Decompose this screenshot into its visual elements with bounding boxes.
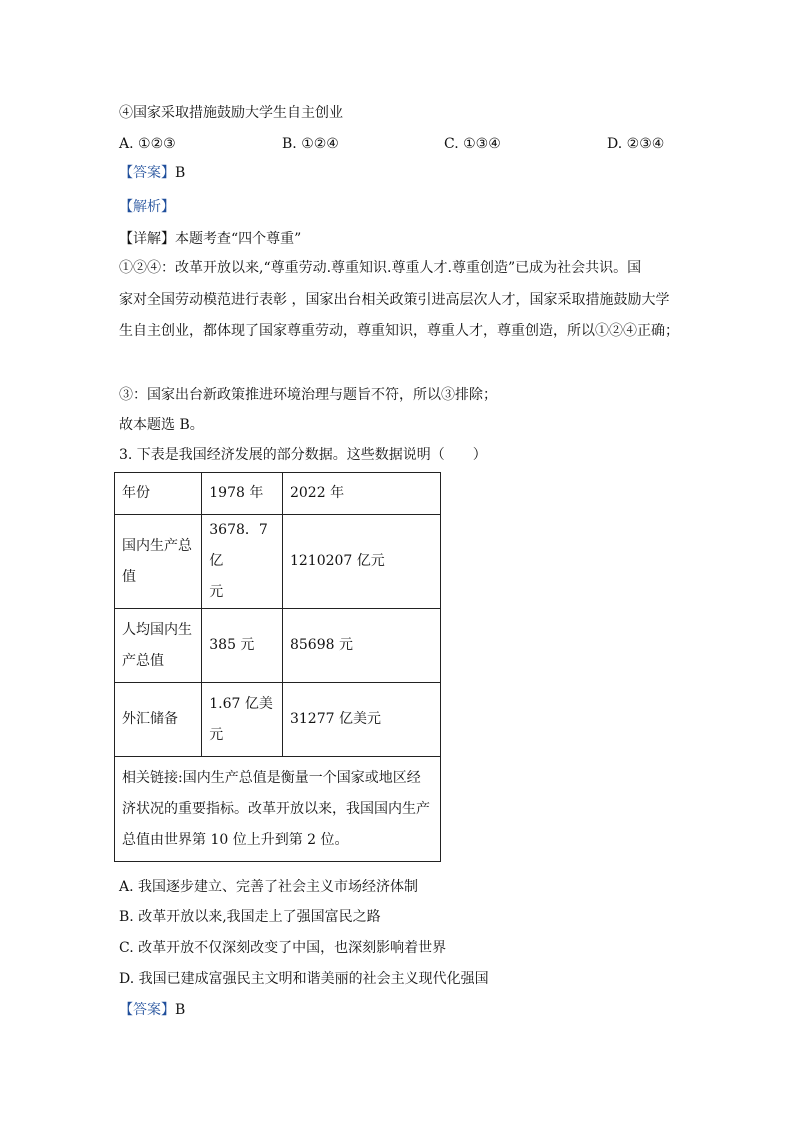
table-cell: 385 元	[202, 609, 283, 683]
table-cell: 1.67 亿美 元	[202, 683, 283, 757]
table-cell: 85698 元	[282, 609, 440, 683]
detail-tag: 【详解】	[119, 231, 175, 247]
table-row	[115, 515, 441, 609]
economy-data-table	[114, 472, 441, 862]
table-cell: 3678．7 亿 元	[202, 515, 283, 609]
related-link-note: 相关链接:国内生产总值是衡量一个国家或地区经 济状况的重要指标。改革开放以来，我国国内生产 总值由世界第 10 位上升到第 2 位。	[115, 757, 441, 862]
table-note-row	[115, 757, 441, 862]
table-cell: 2022 年	[282, 473, 440, 515]
explanation-line: 生自主创业，都体现了国家尊重劳动，尊重知识，尊重人才，尊重创造，所以①②④正确；	[119, 323, 679, 339]
explanation-line: 家对全国劳动模范进行表彰 ，国家出台相关政策引进高层次人才，国家采取措施鼓励大学	[119, 292, 670, 308]
table-cell: 人均国内生 产总值	[115, 609, 202, 683]
q2-answer	[119, 163, 185, 183]
detail-topic: 本题考查“四个尊重”	[175, 231, 302, 247]
option-c: C. ①③④	[444, 136, 501, 152]
q3-answer	[119, 1000, 185, 1020]
table-cell: 国内生产总 值	[115, 515, 202, 609]
statement-4: ④国家采取措施鼓励大学生自主创业	[119, 105, 343, 121]
explanation-line: ①②④：改革开放以来,“尊重劳动.尊重知识.尊重人才.尊重创造”已成为社会共识。国	[119, 260, 642, 276]
table-cell: 1978 年	[202, 473, 283, 515]
detail-heading	[119, 229, 301, 249]
q3-option-c: C. 改革开放不仅深刻改变了中国，也深刻影响着世界	[119, 940, 447, 956]
table-cell: 年份	[115, 473, 202, 515]
answer-value: B	[175, 165, 186, 181]
option-a: A. ①②③	[119, 136, 176, 152]
table-cell: 外汇储备	[115, 683, 202, 757]
exclusion-line: ③：国家出台新政策推进环境治理与题旨不符，所以③排除；	[119, 387, 497, 403]
answer-tag: 【答案】	[119, 165, 175, 181]
q3-option-d: D. 我国已建成富强民主文明和谐美丽的社会主义现代化强国	[119, 971, 489, 987]
table-row	[115, 683, 441, 757]
q3-option-a: A. 我国逐步建立、完善了社会主义市场经济体制	[119, 879, 419, 895]
table-header-row	[115, 473, 441, 515]
option-d: D. ②③④	[607, 136, 665, 152]
table-cell: 1210207 亿元	[282, 515, 440, 609]
conclusion-line: 故本题选 B。	[119, 417, 204, 433]
q3-option-b: B. 改革开放以来,我国走上了强国富民之路	[119, 909, 381, 925]
question-3-stem: 3. 下表是我国经济发展的部分数据。这些数据说明（ ）	[119, 447, 487, 463]
analysis-tag: 【解析】	[119, 199, 175, 215]
table-row	[115, 609, 441, 683]
table-cell: 31277 亿美元	[282, 683, 440, 757]
option-b: B. ①②④	[282, 136, 339, 152]
answer-tag: 【答案】	[119, 1002, 175, 1018]
answer-value: B	[175, 1002, 186, 1018]
